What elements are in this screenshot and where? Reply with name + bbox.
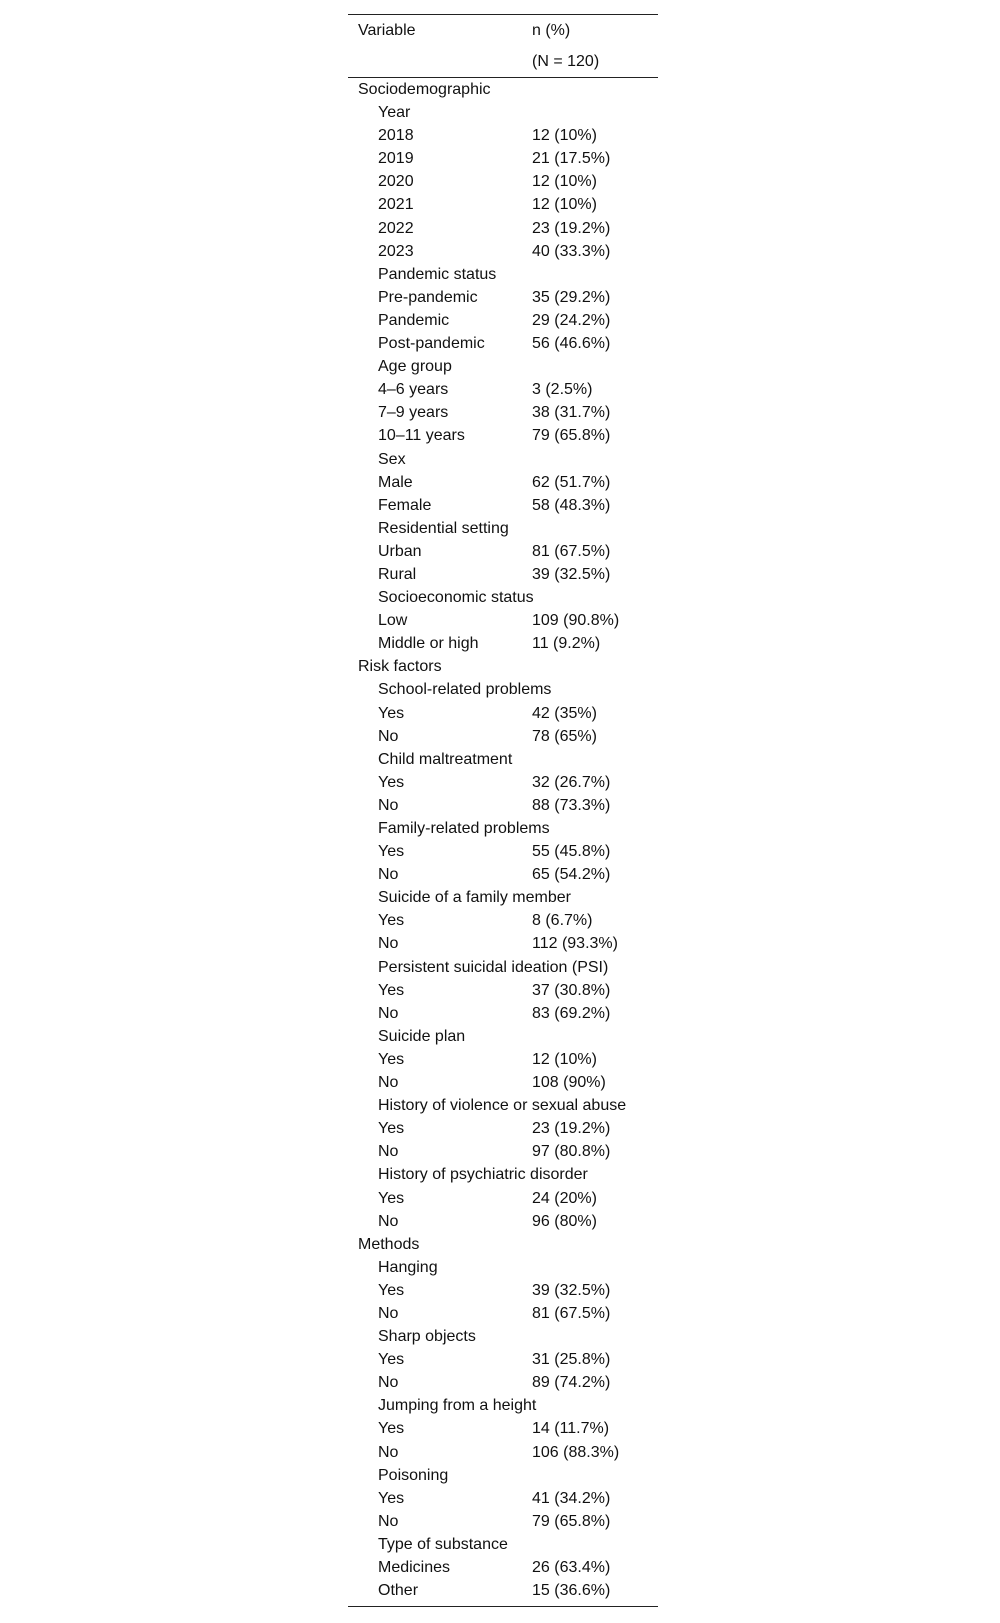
table-row	[348, 424, 658, 447]
group-heading	[348, 263, 658, 286]
table-row-value: 65 (54.2%)	[532, 866, 611, 884]
table-row-value: 78 (65%)	[532, 727, 597, 745]
table-row-value: 23 (19.2%)	[532, 1120, 611, 1138]
table-row-label: Yes	[378, 1489, 405, 1507]
table-row-value: 12 (10%)	[532, 1050, 597, 1068]
table-row	[348, 702, 658, 725]
table-row-value: 81 (67.5%)	[532, 1304, 611, 1322]
group-heading	[348, 1325, 658, 1348]
table-row	[348, 1441, 658, 1464]
table-row	[348, 1417, 658, 1440]
group-heading-label: Sex	[378, 450, 406, 468]
table-row-value: 83 (69.2%)	[532, 1004, 611, 1022]
table-row-value: 39 (32.5%)	[532, 1281, 611, 1299]
table-row	[348, 1348, 658, 1371]
table-row-value: 12 (10%)	[532, 173, 597, 191]
table-row-label: Yes	[378, 1120, 405, 1138]
group-heading	[348, 956, 658, 979]
table-row-label: 7–9 years	[378, 404, 449, 422]
table-bottom-rule	[348, 1606, 658, 1607]
table-row-value: 106 (88.3%)	[532, 1443, 620, 1461]
table-row-value: 62 (51.7%)	[532, 473, 611, 491]
table-row	[348, 609, 658, 632]
table-row-value: 56 (46.6%)	[532, 335, 611, 353]
table-row	[348, 286, 658, 309]
section-heading-label: Risk factors	[358, 658, 442, 676]
table-row-value: 40 (33.3%)	[532, 242, 611, 260]
header-n-total: (N = 120)	[532, 53, 600, 70]
table-row-label: Middle or high	[378, 635, 479, 653]
table-row	[348, 1487, 658, 1510]
table-row	[348, 494, 658, 517]
section-heading	[348, 1233, 658, 1256]
table-row-value: 42 (35%)	[532, 704, 597, 722]
group-heading-label: History of psychiatric disorder	[378, 1166, 588, 1184]
section-heading	[348, 655, 658, 678]
table-row	[348, 193, 658, 216]
group-heading-label: Persistent suicidal ideation (PSI)	[378, 958, 609, 976]
table-row-value: 58 (48.3%)	[532, 496, 611, 514]
table-row	[348, 309, 658, 332]
group-heading	[348, 1533, 658, 1556]
table-row-label: Yes	[378, 1050, 405, 1068]
table-row-label: Yes	[378, 843, 405, 861]
group-heading	[348, 1394, 658, 1417]
table-row-label: Medicines	[378, 1559, 451, 1576]
table-row-label: No	[378, 1212, 399, 1230]
table-row-value: 8 (6.7%)	[532, 912, 593, 930]
group-heading-label: Age group	[378, 358, 452, 376]
table-header-row-2	[348, 46, 658, 77]
table-row-label: Urban	[378, 542, 422, 560]
group-heading	[348, 748, 658, 771]
table-row	[348, 1187, 658, 1210]
table-row-value: 32 (26.7%)	[532, 773, 611, 791]
table-row-label: 2021	[378, 196, 414, 214]
group-heading	[348, 817, 658, 840]
table-row	[348, 540, 658, 563]
group-heading-label: History of violence or sexual abuse	[378, 1097, 627, 1115]
table-row-value: 15 (36.6%)	[532, 1582, 611, 1600]
table-row-label: No	[378, 796, 399, 814]
group-heading-label: Child maltreatment	[378, 750, 513, 768]
table-row-value: 14 (11.7%)	[532, 1420, 610, 1438]
table-row	[348, 1556, 658, 1579]
group-heading-label: Pandemic status	[378, 265, 497, 283]
table-row-label: 2022	[378, 219, 414, 237]
table-row-label: Yes	[378, 773, 405, 791]
table-row-value: 109 (90.8%)	[532, 612, 620, 630]
group-heading	[348, 1025, 658, 1048]
table-row	[348, 909, 658, 932]
table-row-label: Low	[378, 612, 408, 630]
group-heading	[348, 517, 658, 540]
group-heading-label: Hanging	[378, 1258, 438, 1276]
table-row	[348, 124, 658, 147]
table-header-row-1	[348, 15, 658, 46]
table-row	[348, 401, 658, 424]
table-row-label: No	[378, 866, 399, 884]
table-row-label: Yes	[378, 1351, 405, 1369]
table-row-label: Yes	[378, 981, 405, 999]
table-row-label: Yes	[378, 912, 405, 930]
table-row-label: Yes	[378, 1420, 405, 1438]
table-row-label: No	[378, 935, 399, 953]
table-row-value: 37 (30.8%)	[532, 981, 611, 999]
table-row	[348, 240, 658, 263]
table-row	[348, 1048, 658, 1071]
table-row-value: 89 (74.2%)	[532, 1374, 611, 1392]
table-row-value: 96 (80%)	[532, 1212, 597, 1230]
data-table	[348, 14, 658, 1607]
table-row-value: 108 (90%)	[532, 1074, 606, 1092]
table-row	[348, 1510, 658, 1533]
table-row	[348, 1140, 658, 1163]
table-row-label: Pre-pandemic	[378, 288, 478, 306]
table-row-label: No	[378, 1304, 399, 1322]
table-row	[348, 1210, 658, 1233]
table-row	[348, 1302, 658, 1325]
table-row-value: 35 (29.2%)	[532, 288, 611, 306]
section-heading	[348, 78, 658, 101]
table-row-label: 4–6 years	[378, 381, 449, 399]
table-row-value: 24 (20%)	[532, 1189, 597, 1207]
table-row	[348, 1071, 658, 1094]
table-row-label: Pandemic	[378, 311, 450, 329]
table-row	[348, 563, 658, 586]
table-row-label: No	[378, 1074, 399, 1092]
table-row	[348, 378, 658, 401]
group-heading-label: Poisoning	[378, 1466, 449, 1484]
table-row-label: 2023	[378, 242, 414, 260]
table-row-value: 12 (10%)	[532, 196, 597, 214]
table-row	[348, 979, 658, 1002]
table-row-label: 2018	[378, 127, 414, 145]
group-heading-label: Suicide of a family member	[378, 889, 571, 907]
table-row-label: 10–11 years	[378, 427, 465, 445]
group-heading-label: Suicide plan	[378, 1027, 466, 1045]
group-heading	[348, 886, 658, 909]
table-row-value: 21 (17.5%)	[532, 150, 611, 168]
group-heading-label: Residential setting	[378, 519, 509, 537]
table-row-value: 88 (73.3%)	[532, 796, 611, 814]
group-heading-label: School-related problems	[378, 681, 552, 699]
group-heading-label: Jumping from a height	[378, 1397, 537, 1415]
table-row-label: Other	[378, 1582, 419, 1600]
table-row-label: Rural	[378, 565, 417, 583]
table-row-label: 2019	[378, 150, 414, 168]
table-row-label: Male	[378, 473, 413, 491]
table-row-value: 23 (19.2%)	[532, 219, 611, 237]
group-heading	[348, 1464, 658, 1487]
table-row-value: 81 (67.5%)	[532, 542, 611, 560]
table-row-value: 12 (10%)	[532, 127, 597, 145]
table-row-value: 29 (24.2%)	[532, 311, 611, 329]
table-row-label: Yes	[378, 704, 405, 722]
group-heading-label: Year	[378, 104, 411, 122]
section-heading-label: Methods	[358, 1235, 420, 1253]
table-row-value: 38 (31.7%)	[532, 404, 611, 422]
table-row	[348, 170, 658, 193]
group-heading	[348, 678, 658, 701]
table-row-label: No	[378, 1143, 399, 1161]
table-row-value: 3 (2.5%)	[532, 381, 593, 399]
table-row-value: 11 (9.2%)	[532, 635, 601, 653]
table-row-value: 26 (63.4%)	[532, 1559, 611, 1576]
group-heading	[348, 1256, 658, 1279]
table-row-label: Post-pandemic	[378, 335, 485, 353]
table-row-label: No	[378, 727, 399, 745]
table-row-value: 112 (93.3%)	[532, 935, 618, 953]
group-heading-label: Type of substance	[378, 1535, 508, 1553]
table-row	[348, 147, 658, 170]
group-heading-label: Family-related problems	[378, 820, 550, 837]
table-row-value: 41 (34.2%)	[532, 1489, 611, 1507]
table-row-value: 79 (65.8%)	[532, 1512, 611, 1530]
group-heading	[348, 448, 658, 471]
table-row-value: 31 (25.8%)	[532, 1351, 611, 1369]
group-heading	[348, 1094, 658, 1117]
table-row	[348, 471, 658, 494]
table-row	[348, 771, 658, 794]
group-heading	[348, 355, 658, 378]
table-row	[348, 217, 658, 240]
table-row-value: 55 (45.8%)	[532, 843, 611, 861]
table-row-label: No	[378, 1004, 399, 1022]
table-row-label: No	[378, 1374, 399, 1392]
table-row	[348, 1002, 658, 1025]
table-row-label: Female	[378, 496, 432, 514]
table-row-value: 79 (65.8%)	[532, 427, 611, 445]
table-row-label: Yes	[378, 1281, 405, 1299]
group-heading	[348, 586, 658, 609]
table-row	[348, 632, 658, 655]
header-n-pct: n (%)	[532, 22, 571, 39]
table-row-value: 39 (32.5%)	[532, 565, 611, 583]
table-row	[348, 840, 658, 863]
table-row-label: No	[378, 1443, 399, 1461]
table-row	[348, 1579, 658, 1602]
table-row	[348, 794, 658, 817]
group-heading-label: Socioeconomic status	[378, 589, 534, 607]
table-row	[348, 725, 658, 748]
table-row	[348, 1371, 658, 1394]
table-row-label: 2020	[378, 173, 414, 191]
table-row-label: Yes	[378, 1189, 405, 1207]
table-row	[348, 1279, 658, 1302]
group-heading-label: Sharp objects	[378, 1328, 476, 1346]
group-heading	[348, 101, 658, 124]
header-variable: Variable	[358, 22, 416, 39]
table-row	[348, 332, 658, 355]
section-heading-label: Sociodemographic	[358, 81, 491, 98]
table-row-label: No	[378, 1512, 399, 1530]
table-row	[348, 932, 658, 955]
table-body	[348, 78, 658, 1602]
table-row	[348, 1117, 658, 1140]
group-heading	[348, 1163, 658, 1186]
table-row	[348, 863, 658, 886]
table-row-value: 97 (80.8%)	[532, 1143, 611, 1161]
